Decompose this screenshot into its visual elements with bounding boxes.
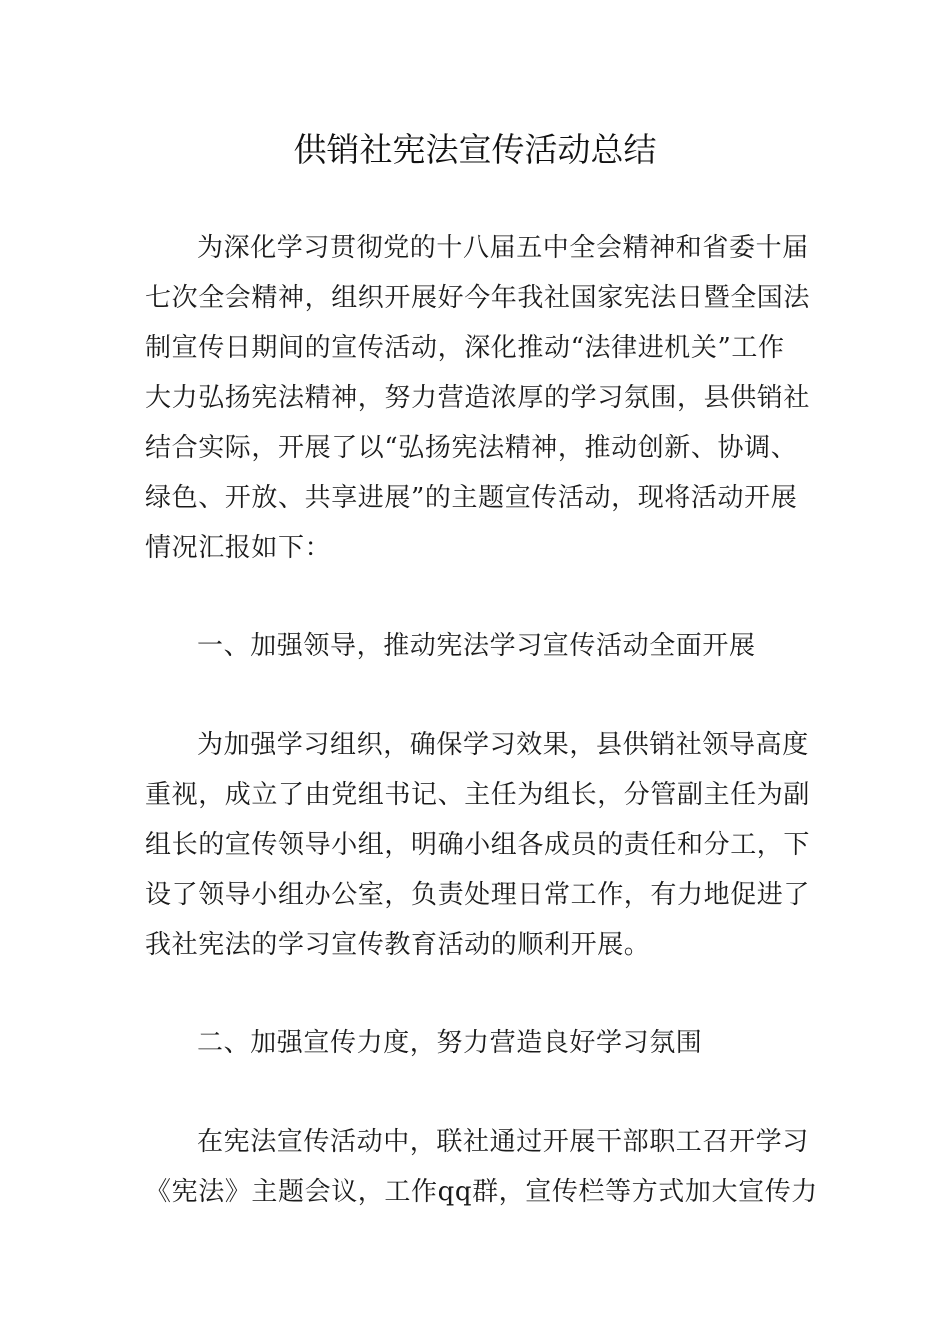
- paragraph-2-line-2: 重视，成立了由党组书记、主任为组长，分管副主任为副: [145, 780, 811, 810]
- paragraph-1-line-3: 制宣传日期间的宣传活动，深化推动“法律进机关”工作: [145, 333, 785, 363]
- paragraph-1-line-6: 绿色、开放、共享进展”的主题宣传活动，现将活动开展: [145, 483, 798, 513]
- paragraph-1-line-4: 大力弘扬宪法精神，努力营造浓厚的学习氛围，县供销社: [145, 383, 811, 413]
- paragraph-2-line-1: 为加强学习组织，确保学习效果，县供销社领导高度: [197, 730, 809, 760]
- paragraph-3-line-2: 《宪法》主题会议，工作qq群，宣传栏等方式加大宣传力: [145, 1177, 818, 1207]
- section-heading-2: 二、加强宣传力度，努力营造良好学习氛围: [197, 1028, 703, 1058]
- document-title: 供销社宪法宣传活动总结: [293, 130, 657, 169]
- paragraph-3-line-1: 在宪法宣传活动中，联社通过开展干部职工召开学习: [197, 1127, 809, 1157]
- paragraph-1-line-2: 七次全会精神，组织开展好今年我社国家宪法日暨全国法: [145, 283, 811, 313]
- paragraph-2-line-3: 组长的宣传领导小组，明确小组各成员的责任和分工，下: [145, 830, 811, 860]
- section-heading-1: 一、加强领导，推动宪法学习宣传活动全面开展: [197, 631, 756, 661]
- paragraph-1-line-7: 情况汇报如下：: [145, 533, 332, 563]
- paragraph-2-line-4: 设了领导小组办公室，负责处理日常工作，有力地促进了: [145, 880, 811, 910]
- paragraph-2-line-5: 我社宪法的学习宣传教育活动的顺利开展。: [145, 930, 651, 960]
- paragraph-1-line-5: 结合实际，开展了以“弘扬宪法精神，推动创新、协调、: [145, 433, 798, 463]
- paragraph-1-line-1: 为深化学习贯彻党的十八届五中全会精神和省委十届: [197, 233, 809, 263]
